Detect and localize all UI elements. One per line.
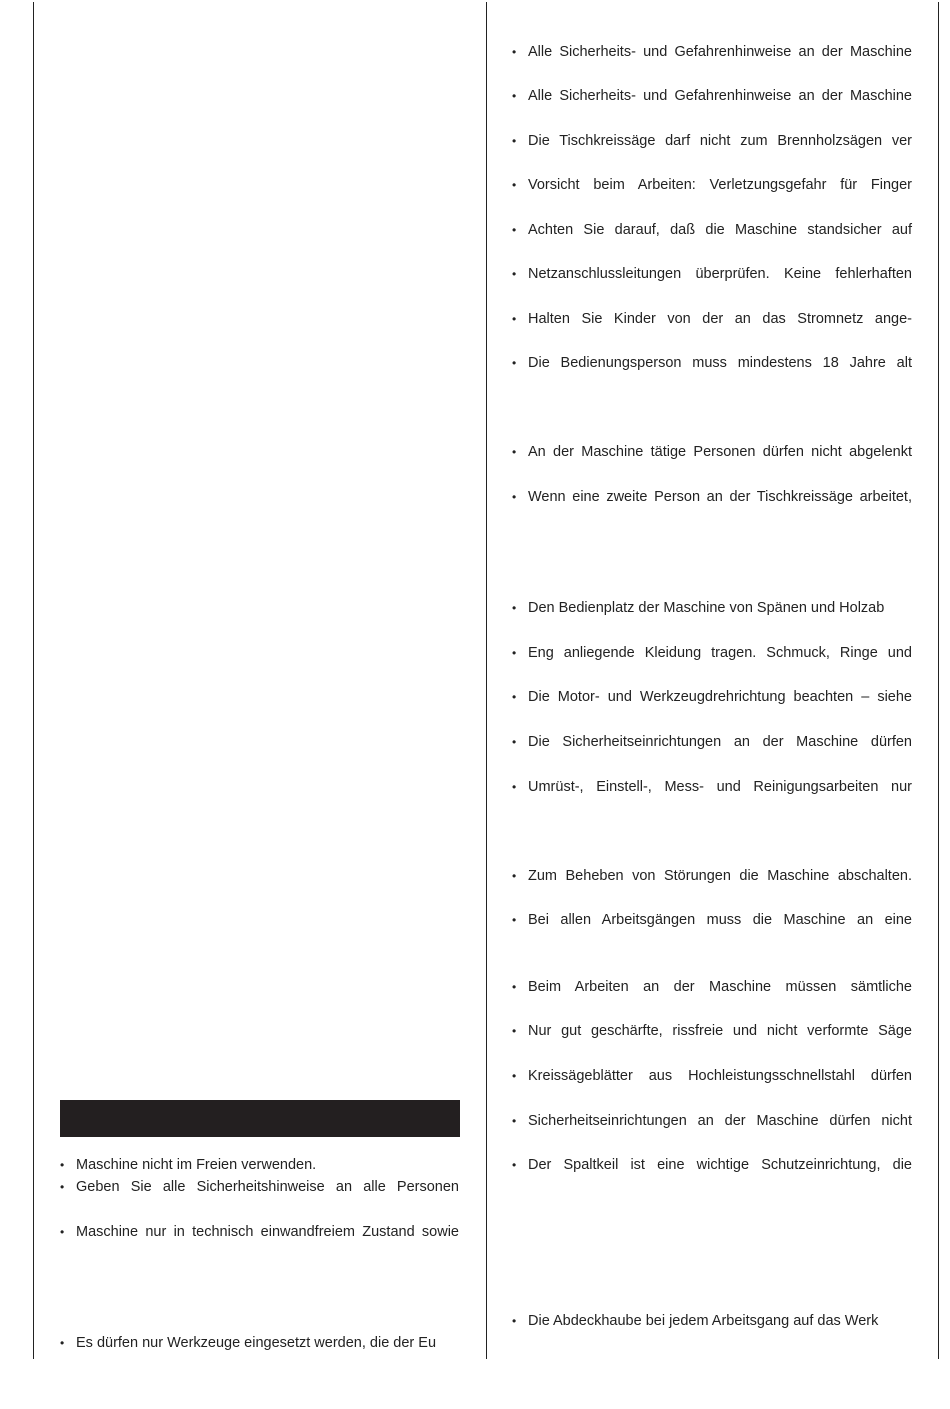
- list-item-text: Alle Sicherheits- und Gefahrenhinweise an der Maschine: [528, 44, 912, 60]
- list-item: [512, 688, 912, 706]
- bullet-icon: •: [512, 134, 517, 148]
- list-item: [512, 778, 912, 796]
- list-item: [512, 867, 912, 885]
- list-item: [512, 599, 912, 617]
- section-heading-bar: [60, 1100, 460, 1137]
- bullet-icon: •: [512, 45, 517, 59]
- list-item-text: Wenn eine zweite Person an der Tischkreissäge arbeitet,: [528, 489, 912, 505]
- list-item-text: Nur gut geschärfte, rissfreie und nicht verformte Säge: [528, 1023, 912, 1039]
- list-item: [512, 221, 912, 239]
- list-item: [512, 443, 912, 461]
- list-item: [512, 132, 912, 150]
- list-item: [512, 1022, 912, 1040]
- bullet-icon: •: [512, 1158, 517, 1172]
- list-item-text: An der Maschine tätige Personen dürfen nicht abgelenkt: [528, 444, 912, 460]
- list-item: [60, 1156, 459, 1174]
- list-item: [512, 265, 912, 283]
- list-item: [512, 176, 912, 194]
- list-item: [512, 1112, 912, 1130]
- list-item: [512, 43, 912, 61]
- list-item: [512, 1156, 912, 1174]
- right-margin-rule: [938, 2, 939, 1359]
- bullet-icon: •: [512, 223, 517, 237]
- bullet-icon: •: [512, 312, 517, 326]
- list-item: [512, 978, 912, 996]
- bullet-icon: •: [60, 1180, 65, 1194]
- list-item-text: Die Motor- und Werkzeugdrehrichtung beachten – siehe: [528, 689, 912, 705]
- list-item-text: Der Spaltkeil ist eine wichtige Schutzeinrichtung, die: [528, 1157, 912, 1173]
- column-divider-rule: [486, 2, 487, 1359]
- bullet-icon: •: [60, 1225, 65, 1239]
- bullet-icon: •: [512, 780, 517, 794]
- bullet-icon: •: [512, 690, 517, 704]
- list-item-text: Maschine nur in technisch einwandfreiem Zustand sowie: [76, 1224, 459, 1240]
- list-item-text: Maschine nicht im Freien verwenden.: [76, 1157, 317, 1173]
- bullet-icon: •: [512, 267, 517, 281]
- list-item: [512, 644, 912, 662]
- list-item-text: Kreissägeblätter aus Hochleistungsschnellstahl dürfen: [528, 1068, 912, 1084]
- list-item-text: Geben Sie alle Sicherheitshinweise an alle Personen: [76, 1179, 459, 1195]
- list-item-text: Bei allen Arbeitsgängen muss die Maschine an eine: [528, 912, 912, 928]
- bullet-icon: •: [512, 1069, 517, 1083]
- list-item-text: Beim Arbeiten an der Maschine müssen sämtliche: [528, 979, 912, 995]
- list-item-text: Alle Sicherheits- und Gefahrenhinweise an der Maschine: [528, 88, 912, 104]
- bullet-icon: •: [512, 178, 517, 192]
- list-item-text: Die Abdeckhaube bei jedem Arbeitsgang auf das Werk: [528, 1313, 879, 1329]
- list-item: [512, 310, 912, 328]
- bullet-icon: •: [512, 1314, 517, 1328]
- list-item-text: Achten Sie darauf, daß die Maschine standsicher auf: [528, 222, 912, 238]
- list-item: [60, 1178, 459, 1196]
- bullet-icon: •: [512, 1024, 517, 1038]
- list-item: [60, 1334, 459, 1352]
- bullet-icon: •: [512, 490, 517, 504]
- bullet-icon: •: [512, 89, 517, 103]
- list-item: [512, 733, 912, 751]
- list-item-text: Die Sicherheitseinrichtungen an der Maschine dürfen: [528, 734, 912, 750]
- list-item: [512, 911, 912, 929]
- list-item-text: Netzanschlussleitungen überprüfen. Keine fehlerhaften: [528, 266, 912, 282]
- bullet-icon: •: [60, 1336, 65, 1350]
- list-item: [512, 488, 912, 506]
- list-item: [60, 1223, 459, 1241]
- list-item-text: Die Bedienungsperson muss mindestens 18 Jahre alt: [528, 355, 912, 371]
- bullet-icon: •: [512, 869, 517, 883]
- bullet-icon: •: [512, 646, 517, 660]
- list-item: [512, 354, 912, 372]
- bullet-icon: •: [512, 913, 517, 927]
- list-item-text: Umrüst-, Einstell-, Mess- und Reinigungsarbeiten nur: [528, 779, 912, 795]
- bullet-icon: •: [512, 735, 517, 749]
- list-item-text: Sicherheitseinrichtungen an der Maschine dürfen nicht: [528, 1113, 912, 1129]
- list-item: [512, 87, 912, 105]
- list-item-text: Eng anliegende Kleidung tragen. Schmuck, Ringe und: [528, 645, 912, 661]
- list-item-text: Den Bedienplatz der Maschine von Spänen und Holzab: [528, 600, 885, 616]
- list-item-text: Die Tischkreissäge darf nicht zum Brennholzsägen ver: [528, 133, 912, 149]
- list-item: [512, 1067, 912, 1085]
- bullet-icon: •: [60, 1158, 65, 1172]
- list-item: [512, 1312, 912, 1330]
- list-item-text: Es dürfen nur Werkzeuge eingesetzt werden, die der Eu: [76, 1335, 437, 1351]
- bullet-icon: •: [512, 980, 517, 994]
- bullet-icon: •: [512, 1114, 517, 1128]
- bullet-icon: •: [512, 356, 517, 370]
- list-item-text: Zum Beheben von Störungen die Maschine abschalten.: [528, 868, 912, 884]
- list-item-text: Vorsicht beim Arbeiten: Verletzungsgefahr für Finger: [528, 177, 912, 193]
- list-item-text: Halten Sie Kinder von der an das Stromnetz ange-: [528, 311, 912, 327]
- bullet-icon: •: [512, 601, 517, 615]
- left-margin-rule: [33, 2, 34, 1359]
- bullet-icon: •: [512, 445, 517, 459]
